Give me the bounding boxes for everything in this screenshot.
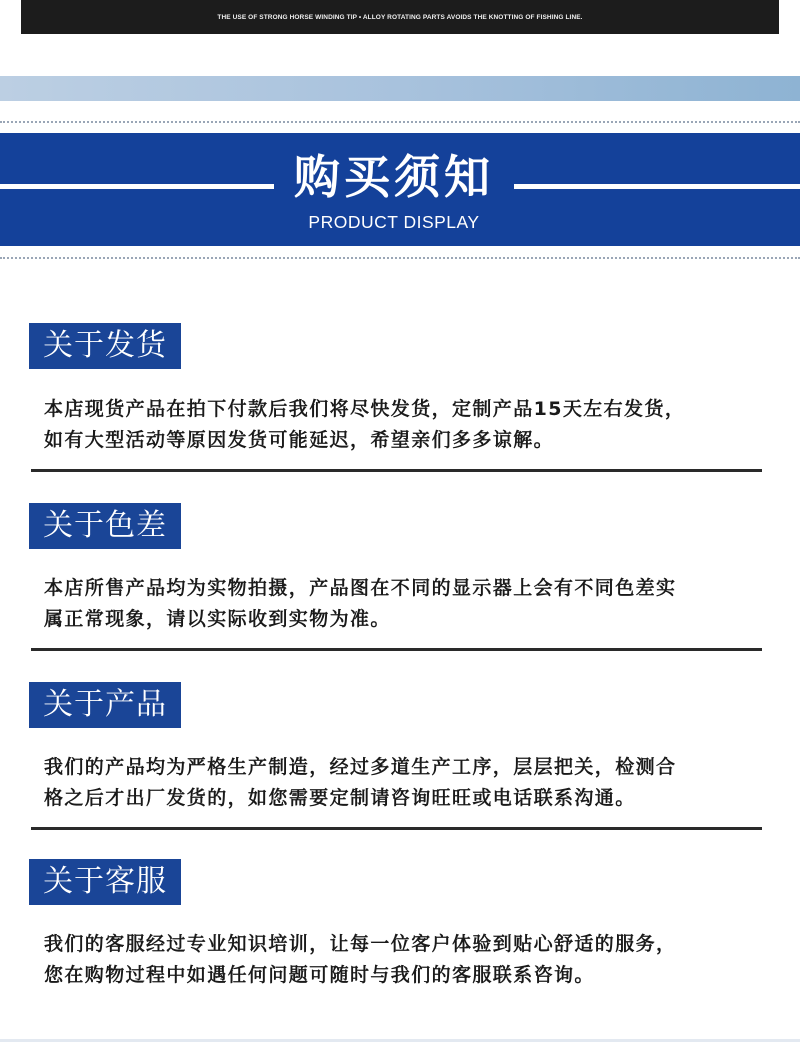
header-line-left [0, 184, 274, 189]
section-text-line: 本店所售产品均为实物拍摄，产品图在不同的显示器上会有不同色差实 [44, 577, 677, 599]
section-label-color-difference: 关于色差 [29, 503, 181, 549]
top-banner-text: THE USE OF STRONG HORSE WINDING TIP • ALLOY ROTATING PARTS AVOIDS THE KNOTTING OF FISHING LINE. [217, 13, 583, 21]
section-divider [31, 648, 762, 651]
section-label-customer-service: 关于客服 [29, 859, 181, 905]
section-text-line: 本店现货产品在拍下付款后我们将尽快发货，定制产品15天左右发货， [44, 398, 686, 420]
page-title: 购买须知 [294, 150, 494, 204]
section-text-line: 我们的客服经过专业知识培训，让每一位客户体验到贴心舒适的服务， [44, 933, 677, 955]
section-label-shipping: 关于发货 [29, 323, 181, 369]
header-line-right [514, 184, 800, 189]
section-text-shipping [44, 394, 774, 456]
section-text-line: 格之后才出厂发货的，如您需要定制请咨询旺旺或电话联系沟通。 [44, 787, 636, 809]
section-divider [31, 827, 762, 830]
section-text-line: 您在购物过程中如遇任何问题可随时与我们的客服联系咨询。 [44, 964, 595, 986]
section-text-line: 如有大型活动等原因发货可能延迟，希望亲们多多谅解。 [44, 429, 555, 451]
section-text-product [44, 752, 774, 814]
section-divider [31, 469, 762, 472]
section-label-product: 关于产品 [29, 682, 181, 728]
section-text-line: 属正常现象，请以实际收到实物为准。 [44, 608, 391, 630]
section-text-customer-service [44, 929, 774, 991]
section-text-line: 我们的产品均为严格生产制造，经过多道生产工序，层层把关，检测合 [44, 756, 677, 778]
dotted-divider-top [0, 121, 800, 123]
page-subtitle: PRODUCT DISPLAY [308, 212, 480, 232]
section-text-color-difference [44, 573, 774, 635]
dotted-divider-bottom [0, 257, 800, 259]
top-banner [21, 0, 779, 34]
gradient-band [0, 76, 800, 101]
